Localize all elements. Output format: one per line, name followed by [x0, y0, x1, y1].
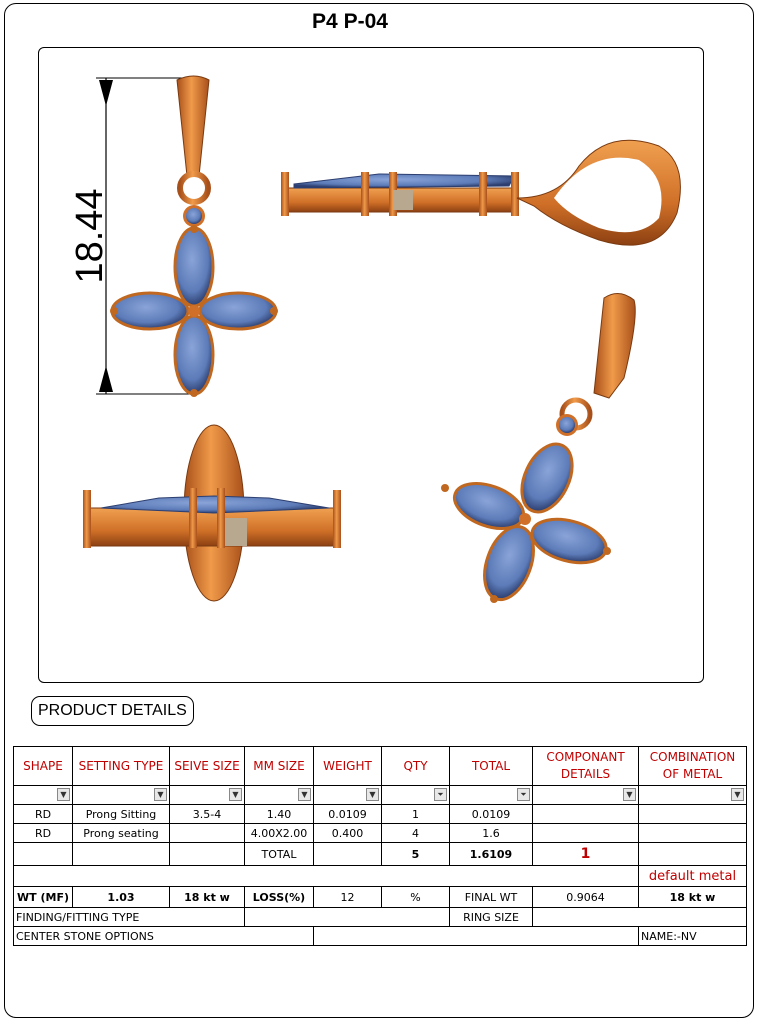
dropdown-icon[interactable]: ▼	[57, 788, 70, 801]
default-metal: default metal	[639, 866, 747, 887]
total-value: 1.6109	[450, 843, 533, 866]
default-metal-row	[14, 866, 747, 887]
dropdown-icon[interactable]: ▼	[366, 788, 379, 801]
cell-setting: Prong seating	[73, 824, 170, 843]
column-header: SEIVE SIZE	[170, 747, 245, 786]
column-header: TOTAL	[450, 747, 533, 786]
cell-qty: 1	[382, 805, 450, 824]
side-view	[281, 140, 680, 245]
product-details-label: PRODUCT DETAILS	[31, 696, 194, 726]
dropdown-icon[interactable]: ▼	[229, 788, 242, 801]
total-row	[14, 843, 747, 866]
finding-row	[14, 908, 747, 927]
product-details-table	[13, 746, 747, 946]
dropdown-icon[interactable]: ▼	[298, 788, 311, 801]
table-row	[14, 805, 747, 824]
center-stone-label: CENTER STONE OPTIONS	[14, 927, 314, 946]
perspective-view	[441, 293, 635, 606]
final-wt-label: FINAL WT	[450, 887, 533, 908]
column-header: WEIGHT	[314, 747, 382, 786]
cell-seive: 3.5-4	[170, 805, 245, 824]
cell-qty: 4	[382, 824, 450, 843]
cell-shape: RD	[14, 805, 73, 824]
column-header: SHAPE	[14, 747, 73, 786]
final-wt-value: 0.9064	[533, 887, 639, 908]
cell-shape: RD	[14, 824, 73, 843]
cell-mm: 4.00X2.00	[245, 824, 314, 843]
front-view	[69, 76, 278, 397]
drawing-panel	[38, 47, 704, 683]
arrow-down-icon	[99, 366, 113, 392]
column-header: COMBINATION OF METAL	[639, 747, 747, 786]
filter-row	[14, 786, 747, 805]
finding-label: FINDING/FITTING TYPE	[14, 908, 245, 927]
ring-size-label: RING SIZE	[450, 908, 533, 927]
arrow-up-icon	[99, 80, 113, 106]
wt-mf-label: WT (MF)	[14, 887, 73, 908]
cell-total: 0.0109	[450, 805, 533, 824]
loss-percent: %	[382, 887, 450, 908]
column-header: QTY	[382, 747, 450, 786]
dropdown-icon[interactable]: ▼	[623, 788, 636, 801]
total-label: TOTAL	[245, 843, 314, 866]
loss-label: LOSS(%)	[245, 887, 314, 908]
wt-metal: 18 kt w	[170, 887, 245, 908]
pendant-drawing	[39, 48, 705, 684]
cell-weight: 0.400	[314, 824, 382, 843]
filter-icon[interactable]: ⏷	[517, 788, 530, 801]
column-header: SETTING TYPE	[73, 747, 170, 786]
cell-setting: Prong Sitting	[73, 805, 170, 824]
cell-weight: 0.0109	[314, 805, 382, 824]
name-label: NAME:-NV	[639, 927, 747, 946]
filter-icon[interactable]: ⏷	[434, 788, 447, 801]
table-header-row	[14, 747, 747, 786]
cell-seive	[170, 824, 245, 843]
page-title: P4 P-04	[312, 10, 388, 33]
table-row	[14, 824, 747, 843]
loss-value: 12	[314, 887, 382, 908]
weight-row	[14, 887, 747, 908]
component-count: 1	[533, 843, 639, 866]
cell-mm: 1.40	[245, 805, 314, 824]
top-view	[83, 425, 341, 601]
column-header: MM SIZE	[245, 747, 314, 786]
center-stone-row	[14, 927, 747, 946]
wt-mf-value: 1.03	[73, 887, 170, 908]
dropdown-icon[interactable]: ▼	[154, 788, 167, 801]
column-header: COMPONANT DETAILS	[533, 747, 639, 786]
cell-total: 1.6	[450, 824, 533, 843]
dimension-label: 18.44	[69, 188, 111, 284]
final-metal: 18 kt w	[639, 887, 747, 908]
total-qty: 5	[382, 843, 450, 866]
dropdown-icon[interactable]: ▼	[731, 788, 744, 801]
